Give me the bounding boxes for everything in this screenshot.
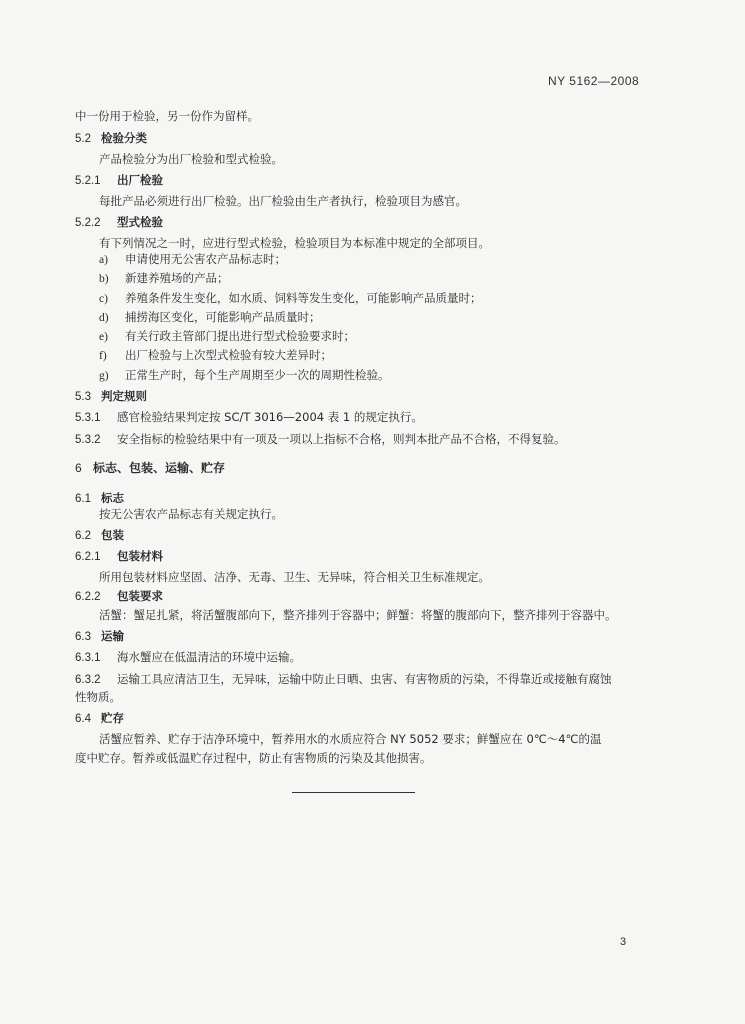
page-number: 3 bbox=[620, 936, 627, 948]
section-6-3-1 bbox=[75, 649, 301, 666]
section-text: 感官检验结果判定按 SC/T 3016—2004 表 1 的规定执行。 bbox=[117, 410, 423, 424]
section-text: 运输工具应清洁卫生，无异味，运输中防止日晒、虫害、有害物质的污染，不得靠近或接触有腐蚀 bbox=[117, 672, 612, 686]
section-number: 6.4 bbox=[75, 713, 91, 725]
section-title: 包装要求 bbox=[117, 589, 163, 603]
section-text: 安全指标的检验结果中有一项及一项以上指标不合格，则判本批产品不合格，不得复验。 bbox=[117, 432, 566, 446]
item-letter: c) bbox=[99, 293, 108, 305]
section-6-2-2-heading bbox=[75, 588, 163, 605]
section-number: 6.3.2 bbox=[75, 674, 101, 686]
section-title: 检验分类 bbox=[101, 131, 147, 145]
section-5-2-1-heading bbox=[75, 172, 163, 189]
section-6-2-1-heading bbox=[75, 548, 163, 565]
section-title: 标志 bbox=[101, 491, 124, 505]
item-text: 养殖条件发生变化，如水质、饲料等发生变化，可能影响产品质量时； bbox=[125, 291, 482, 305]
section-6-2-1-text: 所用包装材料应坚固、洁净、无毒、卫生、无异味，符合相关卫生标准规定。 bbox=[99, 570, 490, 584]
section-title: 贮存 bbox=[101, 711, 124, 725]
section-number: 5.2 bbox=[75, 133, 91, 145]
section-title: 型式检验 bbox=[117, 215, 163, 229]
section-title: 包装材料 bbox=[117, 549, 163, 563]
section-number: 6.2.2 bbox=[75, 591, 101, 603]
standard-code: NY 5162—2008 bbox=[548, 74, 640, 88]
item-text: 正常生产时，每个生产周期至少一次的周期性检验。 bbox=[125, 368, 390, 382]
section-title: 判定规则 bbox=[101, 389, 147, 403]
section-6-3-heading bbox=[75, 628, 124, 645]
section-number: 5.2.1 bbox=[75, 175, 101, 187]
section-number: 5.3.1 bbox=[75, 412, 101, 424]
section-text: 海水蟹应在低温清洁的环境中运输。 bbox=[117, 650, 301, 664]
section-title: 包装 bbox=[101, 528, 124, 542]
section-6-4-text-cont: 度中贮存。暂养或低温贮存过程中，防止有害物质的污染及其他损害。 bbox=[75, 751, 432, 765]
list-item bbox=[99, 347, 332, 364]
list-item bbox=[99, 270, 229, 287]
section-5-3-1 bbox=[75, 409, 423, 426]
section-6-3-2 bbox=[75, 671, 612, 688]
item-letter: d) bbox=[99, 312, 109, 324]
list-item bbox=[99, 328, 355, 345]
item-text: 新建养殖场的产品； bbox=[125, 271, 229, 285]
item-letter: a) bbox=[99, 254, 108, 266]
item-letter: b) bbox=[99, 273, 109, 285]
section-number: 5.3 bbox=[75, 391, 91, 403]
item-text: 申请使用无公害农产品标志时； bbox=[125, 252, 286, 266]
section-number: 6.1 bbox=[75, 493, 91, 505]
section-title: 出厂检验 bbox=[117, 173, 163, 187]
list-item bbox=[99, 290, 482, 307]
section-6-4-heading bbox=[75, 710, 124, 727]
item-letter: e) bbox=[99, 331, 108, 343]
section-6-2-2-text: 活蟹：蟹足扎紧，将活蟹腹部向下，整齐排列于容器中；鲜蟹：将蟹的腹部向下，整齐排列于容器中。 bbox=[99, 608, 617, 622]
section-6-1-text: 按无公害农产品标志有关规定执行。 bbox=[99, 507, 283, 521]
item-text: 出厂检验与上次型式检验有较大差异时； bbox=[125, 348, 332, 362]
section-5-2-2-intro: 有下列情况之一时，应进行型式检验，检验项目为本标准中规定的全部项目。 bbox=[99, 236, 490, 250]
section-6-4-text: 活蟹应暂养、贮存于洁净环境中，暂养用水的水质应符合 NY 5052 要求；鲜蟹应在 0℃～4℃的温 bbox=[99, 732, 602, 746]
section-6-1-heading bbox=[75, 490, 124, 507]
section-5-2-heading bbox=[75, 130, 147, 147]
section-6-2-heading bbox=[75, 527, 124, 544]
section-5-3-2 bbox=[75, 431, 566, 448]
chapter-number: 6 bbox=[75, 461, 82, 475]
item-text: 有关行政主管部门提出进行型式检验要求时； bbox=[125, 329, 355, 343]
section-number: 6.3.1 bbox=[75, 652, 101, 664]
list-item bbox=[99, 309, 321, 326]
section-5-2-text: 产品检验分为出厂检验和型式检验。 bbox=[99, 152, 283, 166]
chapter-6-heading bbox=[75, 460, 225, 476]
section-5-3-heading bbox=[75, 388, 147, 405]
section-number: 6.2 bbox=[75, 530, 91, 542]
section-5-2-2-heading bbox=[75, 214, 163, 231]
list-item bbox=[99, 251, 286, 268]
item-letter: f) bbox=[99, 350, 107, 362]
end-rule bbox=[292, 792, 415, 793]
section-number: 5.3.2 bbox=[75, 434, 101, 446]
chapter-title: 标志、包装、运输、贮存 bbox=[93, 461, 226, 475]
section-5-2-1-text: 每批产品必须进行出厂检验。出厂检验由生产者执行，检验项目为感官。 bbox=[99, 194, 467, 208]
section-number: 6.3 bbox=[75, 631, 91, 643]
section-number: 5.2.2 bbox=[75, 217, 101, 229]
list-item bbox=[99, 367, 390, 384]
continued-text: 中一份用于检验，另一份作为留样。 bbox=[75, 109, 259, 123]
section-6-3-2-cont: 性物质。 bbox=[75, 690, 121, 704]
item-letter: g) bbox=[99, 370, 109, 382]
section-title: 运输 bbox=[101, 629, 124, 643]
item-text: 捕捞海区变化，可能影响产品质量时； bbox=[125, 310, 321, 324]
section-number: 6.2.1 bbox=[75, 551, 101, 563]
